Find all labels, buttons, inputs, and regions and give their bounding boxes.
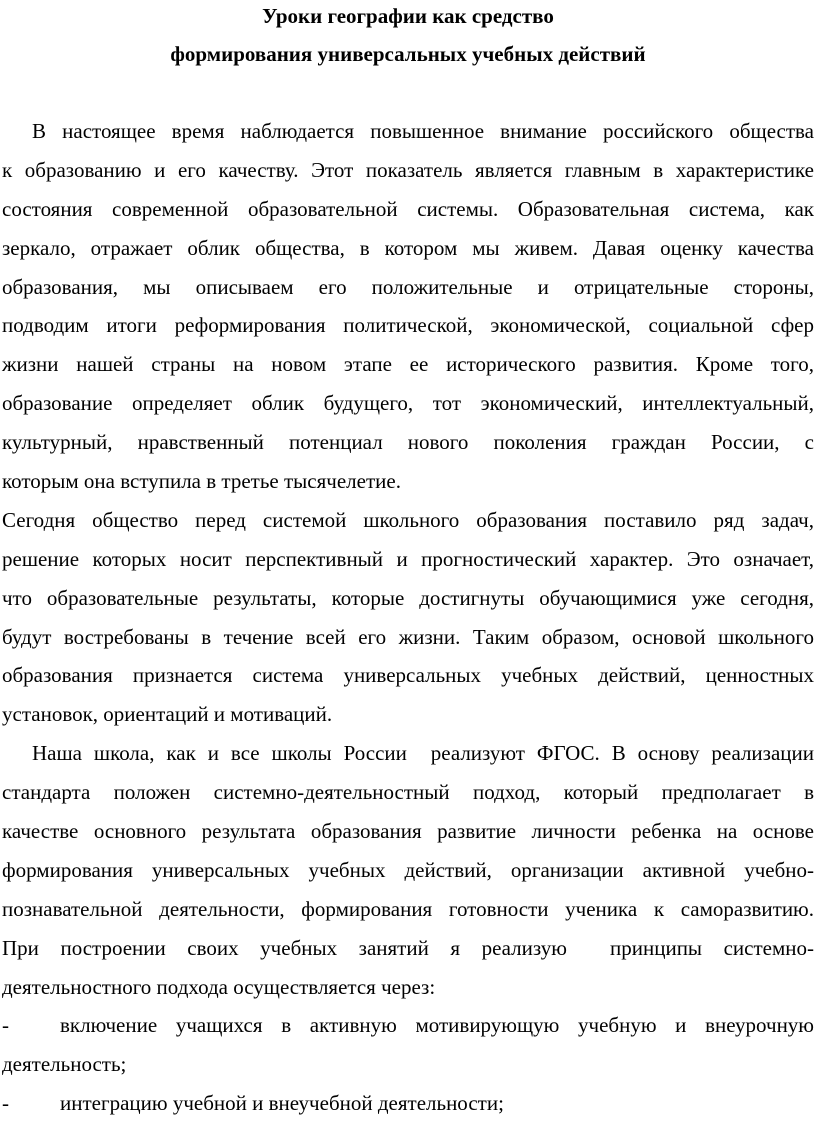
- paragraph-line: что образовательные результаты, которые достигнуты обучающимися уже сегодня,: [2, 585, 814, 610]
- paragraph-line: стандарта положен системно-деятельностный подход, который предполагает в: [2, 780, 814, 805]
- paragraph-line: культурный, нравственный потенциал нового поколения граждан России, с: [2, 430, 814, 455]
- bullet-list: [2, 1006, 814, 1123]
- document-title-line-1: Уроки географии как средство: [262, 4, 554, 28]
- list-item: [2, 1084, 814, 1123]
- paragraph-line: к образованию и его качеству. Этот показатель является главным в характеристике: [2, 157, 814, 182]
- paragraph-line: При построении своих учебных занятий я реализую принципы системно-: [2, 935, 814, 960]
- paragraph-line: деятельностного подхода осуществляется через:: [2, 974, 436, 999]
- paragraph-line: качестве основного результата образования развитие личности ребенка на основе: [2, 819, 814, 844]
- paragraph-line: образования признается система универсальных учебных действий, ценностных: [2, 663, 814, 688]
- document-body: [2, 112, 814, 1123]
- paragraph-line: В настоящее время наблюдается повышенное внимание российского общества: [32, 119, 814, 143]
- list-marker: -: [2, 1013, 9, 1038]
- paragraph-line: подводим итоги реформирования политической, экономической, социальной сфер: [2, 313, 814, 338]
- paragraph-3: [2, 734, 814, 1006]
- paragraph-2: [2, 501, 814, 734]
- paragraph-line: которым она вступила в третье тысячелетие.: [2, 469, 401, 494]
- document-title-line-2: формирования универсальных учебных действий: [170, 42, 646, 66]
- list-marker: -: [2, 1091, 9, 1116]
- paragraph-line: решение которых носит перспективный и прогностический характер. Это означает,: [2, 546, 814, 571]
- paragraph-line: формирования универсальных учебных действий, организации активной учебно-: [2, 857, 814, 882]
- paragraph-line: установок, ориентаций и мотиваций.: [2, 702, 333, 727]
- paragraph-line: Сегодня общество перед системой школьного образования поставило ряд задач,: [2, 507, 814, 532]
- paragraph-line: образование определяет облик будущего, тот экономический, интеллектуальный,: [2, 391, 814, 416]
- paragraph-line: познавательной деятельности, формирования готовности ученика к саморазвитию.: [2, 896, 814, 921]
- list-item-text: интеграцию учебной и внеучебной деятельности;: [60, 1091, 504, 1116]
- list-item: [2, 1006, 814, 1045]
- list-item-continuation: деятельность;: [2, 1052, 127, 1077]
- paragraph-line: состояния современной образовательной системы. Образовательная система, как: [2, 196, 814, 221]
- list-item-text: включение учащихся в активную мотивирующую учебную и внеурочную: [60, 1013, 814, 1038]
- paragraph-line: зеркало, отражает облик общества, в котором мы живем. Давая оценку качества: [2, 235, 814, 260]
- paragraph-line: жизни нашей страны на новом этапе ее исторического развития. Кроме того,: [2, 352, 814, 377]
- paragraph-line: будут востребованы в течение всей его жизни. Таким образом, основой школьного: [2, 624, 814, 649]
- paragraph-line: Наша школа, как и все школы России реализуют ФГОС. В основу реализации: [32, 741, 814, 766]
- paragraph-line: образования, мы описываем его положительные и отрицательные стороны,: [2, 274, 814, 299]
- paragraph-1: [2, 112, 814, 501]
